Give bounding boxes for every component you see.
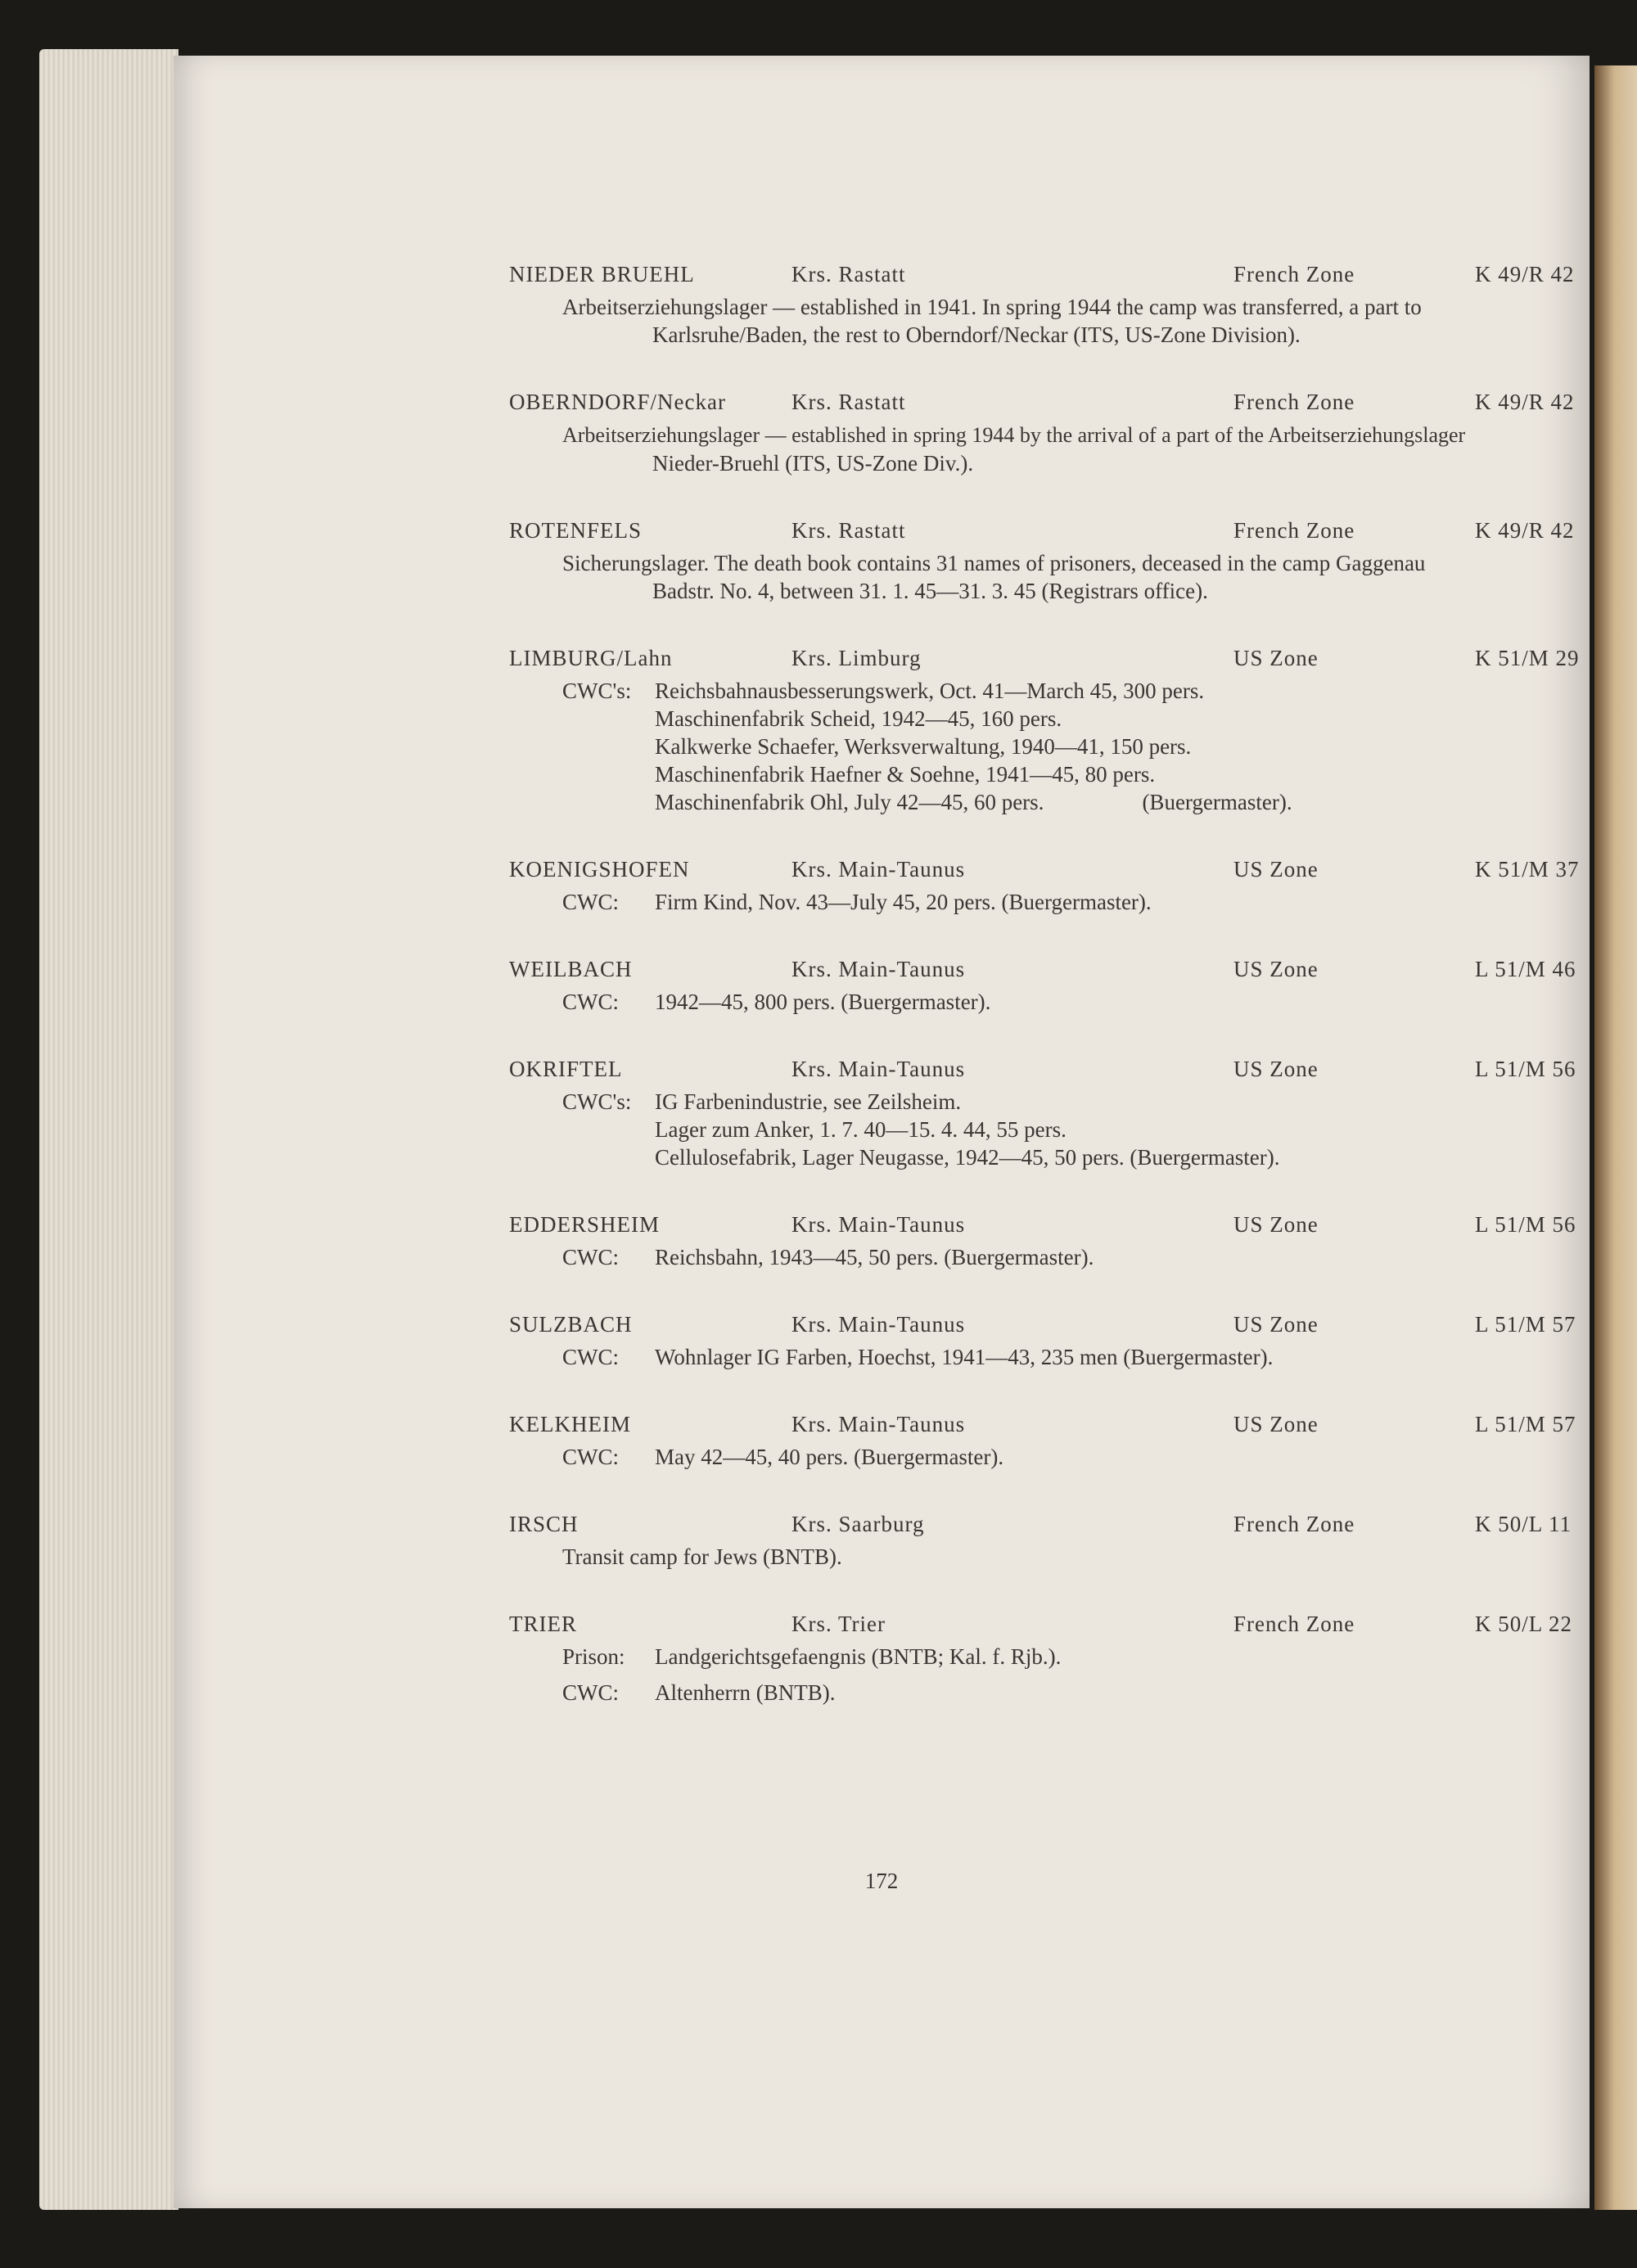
place-name: KOENIGSHOFEN xyxy=(509,857,690,881)
entry-header xyxy=(509,1410,1637,1443)
entry-weilbach xyxy=(509,955,1637,1016)
book-page-edges xyxy=(39,49,178,2210)
entry-okriftel xyxy=(509,1055,1637,1171)
grid-reference: K 51/M 29 xyxy=(1475,646,1580,670)
entry-nieder-bruehl xyxy=(509,260,1637,349)
detail-line: 1942—45, 800 pers. (Buergermaster). xyxy=(655,990,991,1014)
description-line: Transit camp for Jews (BNTB). xyxy=(562,1544,842,1569)
detail-line: Reichsbahnausbesserungswerk, Oct. 41—March 45, 300 pers. xyxy=(655,679,1205,703)
entry-koenigshofen xyxy=(509,855,1637,916)
grid-reference: K 51/M 37 xyxy=(1475,857,1580,881)
description-line: Sicherungslager. The death book contains 31 names of prisoners, deceased in the camp Gaggenau xyxy=(562,551,1426,575)
entry-detail xyxy=(509,988,1637,1016)
entry-description xyxy=(562,293,1637,349)
entry-description xyxy=(562,549,1637,605)
place-name: KELKHEIM xyxy=(509,1412,631,1436)
zone: French Zone xyxy=(1233,1612,1355,1636)
detail-line: Maschinenfabrik Scheid, 1942—45, 160 pers. xyxy=(655,706,1062,731)
entry-header xyxy=(509,855,1637,888)
zone: French Zone xyxy=(1233,518,1355,543)
grid-reference: K 49/R 42 xyxy=(1475,518,1575,543)
entry-header xyxy=(509,1055,1637,1088)
entry-detail xyxy=(509,1116,1637,1143)
zone: US Zone xyxy=(1233,1057,1319,1081)
entry-detail xyxy=(509,1643,1637,1671)
detail-label: CWC's: xyxy=(562,1089,632,1114)
entry-header xyxy=(509,516,1637,549)
source-note: (Buergermaster). xyxy=(1142,790,1292,814)
entry-detail xyxy=(509,677,1637,705)
place-name: TRIER xyxy=(509,1612,577,1636)
entry-header xyxy=(509,260,1637,293)
district: Krs. Limburg xyxy=(791,646,922,670)
detail-line: Reichsbahn, 1943—45, 50 pers. (Buergermaster). xyxy=(655,1245,1094,1269)
entry-description xyxy=(562,1543,1637,1571)
detail-line: Firm Kind, Nov. 43—July 45, 20 pers. (Buergermaster). xyxy=(655,890,1152,914)
entry-detail xyxy=(509,888,1637,916)
entry-detail xyxy=(509,733,1637,760)
grid-reference: L 51/M 56 xyxy=(1475,1057,1576,1081)
description-line: Arbeitserziehungslager — established in spring 1944 by the arrival of a part of the Arbeitserziehungslager xyxy=(562,423,1466,447)
district: Krs. Main-Taunus xyxy=(791,1412,966,1436)
grid-reference: K 49/R 42 xyxy=(1475,390,1575,414)
description-continuation: Nieder-Bruehl (ITS, US-Zone Div.). xyxy=(652,451,974,476)
grid-reference: K 50/L 11 xyxy=(1475,1512,1572,1536)
entry-rotenfels xyxy=(509,516,1637,605)
district: Krs. Main-Taunus xyxy=(791,857,966,881)
entry-description xyxy=(562,421,1637,477)
camp-listing xyxy=(509,260,1637,1746)
place-name: OKRIFTEL xyxy=(509,1057,623,1081)
zone: US Zone xyxy=(1233,1412,1319,1436)
detail-label: CWC: xyxy=(562,990,620,1014)
detail-line: Maschinenfabrik Haefner & Soehne, 1941—45, 80 pers. xyxy=(655,762,1156,787)
grid-reference: K 49/R 42 xyxy=(1475,262,1575,286)
detail-label: CWC's: xyxy=(562,679,632,703)
book-page xyxy=(174,56,1590,2208)
description-continuation: Karlsruhe/Baden, the rest to Oberndorf/Neckar (ITS, US-Zone Division). xyxy=(652,322,1301,347)
place-name: IRSCH xyxy=(509,1512,579,1536)
detail-line: Altenherrn (BNTB). xyxy=(655,1680,836,1705)
zone: US Zone xyxy=(1233,857,1319,881)
entry-detail xyxy=(509,760,1637,788)
entry-detail xyxy=(509,1243,1637,1271)
district: Krs. Main-Taunus xyxy=(791,1312,966,1337)
district: Krs. Main-Taunus xyxy=(791,1212,966,1237)
entry-detail xyxy=(509,1143,1637,1171)
entry-trier xyxy=(509,1610,1637,1707)
grid-reference: L 51/M 56 xyxy=(1475,1212,1576,1237)
zone: French Zone xyxy=(1233,390,1355,414)
district: Krs. Main-Taunus xyxy=(791,1057,966,1081)
entry-kelkheim xyxy=(509,1410,1637,1471)
zone: US Zone xyxy=(1233,1312,1319,1337)
entry-detail xyxy=(509,1343,1637,1371)
detail-line: Wohnlager IG Farben, Hoechst, 1941—43, 235 men (Buergermaster). xyxy=(655,1345,1274,1369)
entry-header xyxy=(509,1610,1637,1643)
entry-detail xyxy=(509,1088,1637,1116)
entry-limburg xyxy=(509,644,1637,816)
detail-line: May 42—45, 40 pers. (Buergermaster). xyxy=(655,1445,1004,1469)
description-line: Arbeitserziehungslager — established in 1941. In spring 1944 the camp was transferred, a part to xyxy=(562,295,1422,319)
district: Krs. Rastatt xyxy=(791,262,906,286)
detail-label: CWC: xyxy=(562,1445,620,1469)
detail-line: Maschinenfabrik Ohl, July 42—45, 60 pers. xyxy=(655,790,1044,814)
detail-line: Landgerichtsgefaengnis (BNTB; Kal. f. Rjb.). xyxy=(655,1644,1062,1669)
page-number: 172 xyxy=(864,1869,899,1893)
place-name: SULZBACH xyxy=(509,1312,633,1337)
place-name: ROTENFELS xyxy=(509,518,643,543)
district: Krs. Main-Taunus xyxy=(791,957,966,981)
entry-eddersheim xyxy=(509,1211,1637,1271)
district: Krs. Trier xyxy=(791,1612,886,1636)
entry-header xyxy=(509,388,1637,421)
entry-header xyxy=(509,955,1637,988)
entry-header xyxy=(509,644,1637,677)
entry-sulzbach xyxy=(509,1310,1637,1371)
detail-label: CWC: xyxy=(562,1245,620,1269)
detail-line: IG Farbenindustrie, see Zeilsheim. xyxy=(655,1089,962,1114)
grid-reference: L 51/M 46 xyxy=(1475,957,1576,981)
detail-label: Prison: xyxy=(562,1644,625,1669)
detail-line: Cellulosefabrik, Lager Neugasse, 1942—45, 50 pers. (Buergermaster). xyxy=(655,1145,1280,1170)
entry-header xyxy=(509,1510,1637,1543)
zone: US Zone xyxy=(1233,1212,1319,1237)
zone: US Zone xyxy=(1233,957,1319,981)
entry-detail xyxy=(509,788,1637,816)
description-continuation: Badstr. No. 4, between 31. 1. 45—31. 3. 45 (Registrars office). xyxy=(652,579,1208,603)
district: Krs. Saarburg xyxy=(791,1512,925,1536)
zone: US Zone xyxy=(1233,646,1319,670)
entry-irsch xyxy=(509,1510,1637,1571)
detail-label: CWC: xyxy=(562,1680,620,1705)
place-name: NIEDER BRUEHL xyxy=(509,262,695,286)
grid-reference: L 51/M 57 xyxy=(1475,1412,1576,1436)
entry-header xyxy=(509,1310,1637,1343)
place-name: LIMBURG/Lahn xyxy=(509,646,673,670)
zone: French Zone xyxy=(1233,262,1355,286)
detail-label: CWC: xyxy=(562,890,620,914)
place-name: WEILBACH xyxy=(509,957,633,981)
entry-oberndorf xyxy=(509,388,1637,477)
detail-label: CWC: xyxy=(562,1345,620,1369)
entry-detail xyxy=(509,1443,1637,1471)
district: Krs. Rastatt xyxy=(791,390,906,414)
detail-line: Lager zum Anker, 1. 7. 40—15. 4. 44, 55 pers. xyxy=(655,1117,1067,1142)
entry-header xyxy=(509,1211,1637,1243)
place-name: EDDERSHEIM xyxy=(509,1212,660,1237)
grid-reference: L 51/M 57 xyxy=(1475,1312,1576,1337)
place-name: OBERNDORF/Neckar xyxy=(509,390,726,414)
detail-line: Kalkwerke Schaefer, Werksverwaltung, 1940—41, 150 pers. xyxy=(655,734,1192,759)
entry-detail xyxy=(509,705,1637,733)
zone: French Zone xyxy=(1233,1512,1355,1536)
district: Krs. Rastatt xyxy=(791,518,906,543)
grid-reference: K 50/L 22 xyxy=(1475,1612,1572,1636)
entry-detail xyxy=(509,1679,1637,1707)
